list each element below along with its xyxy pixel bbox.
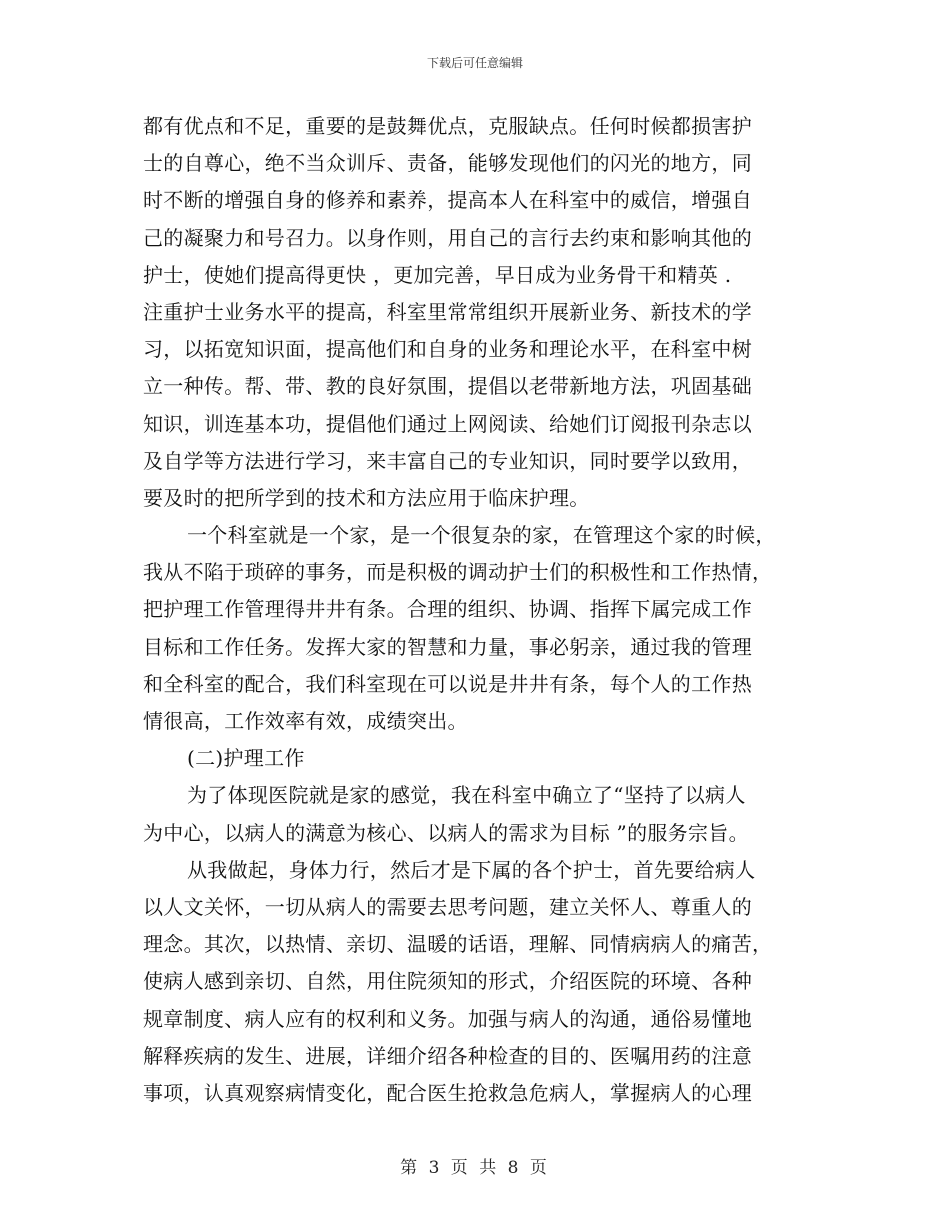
text-line: 理念。其次，以热情、亲切、温暖的话语，理解、同情病病人的痛苦， [143, 932, 773, 957]
text-line: 都有优点和不足，重要的是鼓舞优点，克服缺点。任何时候都损害护 [143, 114, 752, 138]
page-header: 下载后可任意编辑 [426, 56, 523, 70]
text-line: 时不断的增强自身的修养和素养，提高本人在科室中的威信，增强自 [143, 188, 752, 213]
text-line: 事项，认真观察病情变化，配合医生抢救急危病人，掌握病人的心理 [143, 1080, 752, 1105]
text-line: 立一种传。帮、带、教的良好氛围，提倡以老带新地方法，巩固基础 [143, 374, 752, 399]
text-line: 规章制度、病人应有的权利和义务。加强与病人的沟通，通俗易懂地 [143, 1006, 752, 1031]
text-line: 使病人感到亲切、自然，用住院须知的形式，介绍医院的环境、各种 [143, 969, 752, 994]
text-line: 把护理工作管理得井井有条。合理的组织、协调、指挥下属完成工作 [143, 597, 752, 622]
text-line: 护士，使她们提高得更快 ，更加完善，早日成为业务骨干和精英 . [143, 262, 732, 287]
text-line: 为中心，以病人的满意为核心、以病人的需求为目标 ”的服务宗旨。 [143, 820, 749, 845]
text-line: 我从不陷于琐碎的事务，而是积极的调动护士们的积极性和工作热情， [143, 560, 773, 585]
text-line: 一个科室就是一个家，是一个很复杂的家，在管理这个家的时候， [187, 523, 776, 548]
text-line: 从我做起，身体力行，然后才是下属的各个护士，首先要给病人 [187, 857, 756, 882]
text-line: (二)护理工作 [187, 746, 305, 771]
page-number: 第 3 页 共 8 页 [400, 1158, 550, 1178]
text-line: 要及时的把所学到的技术和方法应用于临床护理。 [143, 485, 590, 510]
text-line: 及自学等方法进行学习，来丰富自己的专业知识，同时要学以致用， [143, 448, 752, 473]
document-body [143, 108, 823, 1112]
text-line: 注重护士业务水平的提高，科室里常常组织开展新业务、新技术的学 [143, 299, 752, 324]
text-line: 以人文关怀，一切从病人的需要去思考问题，建立关怀人、尊重人的 [143, 894, 752, 919]
text-line: 解释疾病的发生、进展，详细介绍各种检查的目的、医嘱用药的注意 [143, 1043, 752, 1068]
text-line: 士的自尊心，绝不当众训斥、责备，能够发现他们的闪光的地方，同 [143, 151, 752, 176]
text-line: 情很高，工作效率有效，成绩突出。 [143, 709, 468, 733]
text-line: 和全科室的配合，我们科室现在可以说是井井有条，每个人的工作热 [143, 671, 752, 696]
text-line: 为了体现医院就是家的感觉，我在科室中确立了“坚持了以病人 [187, 783, 746, 808]
text-line: 目标和工作任务。发挥大家的智慧和力量，事必躬亲，通过我的管理 [143, 634, 752, 659]
text-line: 己的凝聚力和号召力。以身作则，用自己的言行去约束和影响其他的 [143, 225, 752, 250]
text-line: 习，以拓宽知识面，提高他们和自身的业务和理论水平，在科室中树 [143, 337, 752, 362]
text-line: 知识，训连基本功，提倡他们通过上网阅读、给她们订阅报刊杂志以 [143, 411, 752, 436]
